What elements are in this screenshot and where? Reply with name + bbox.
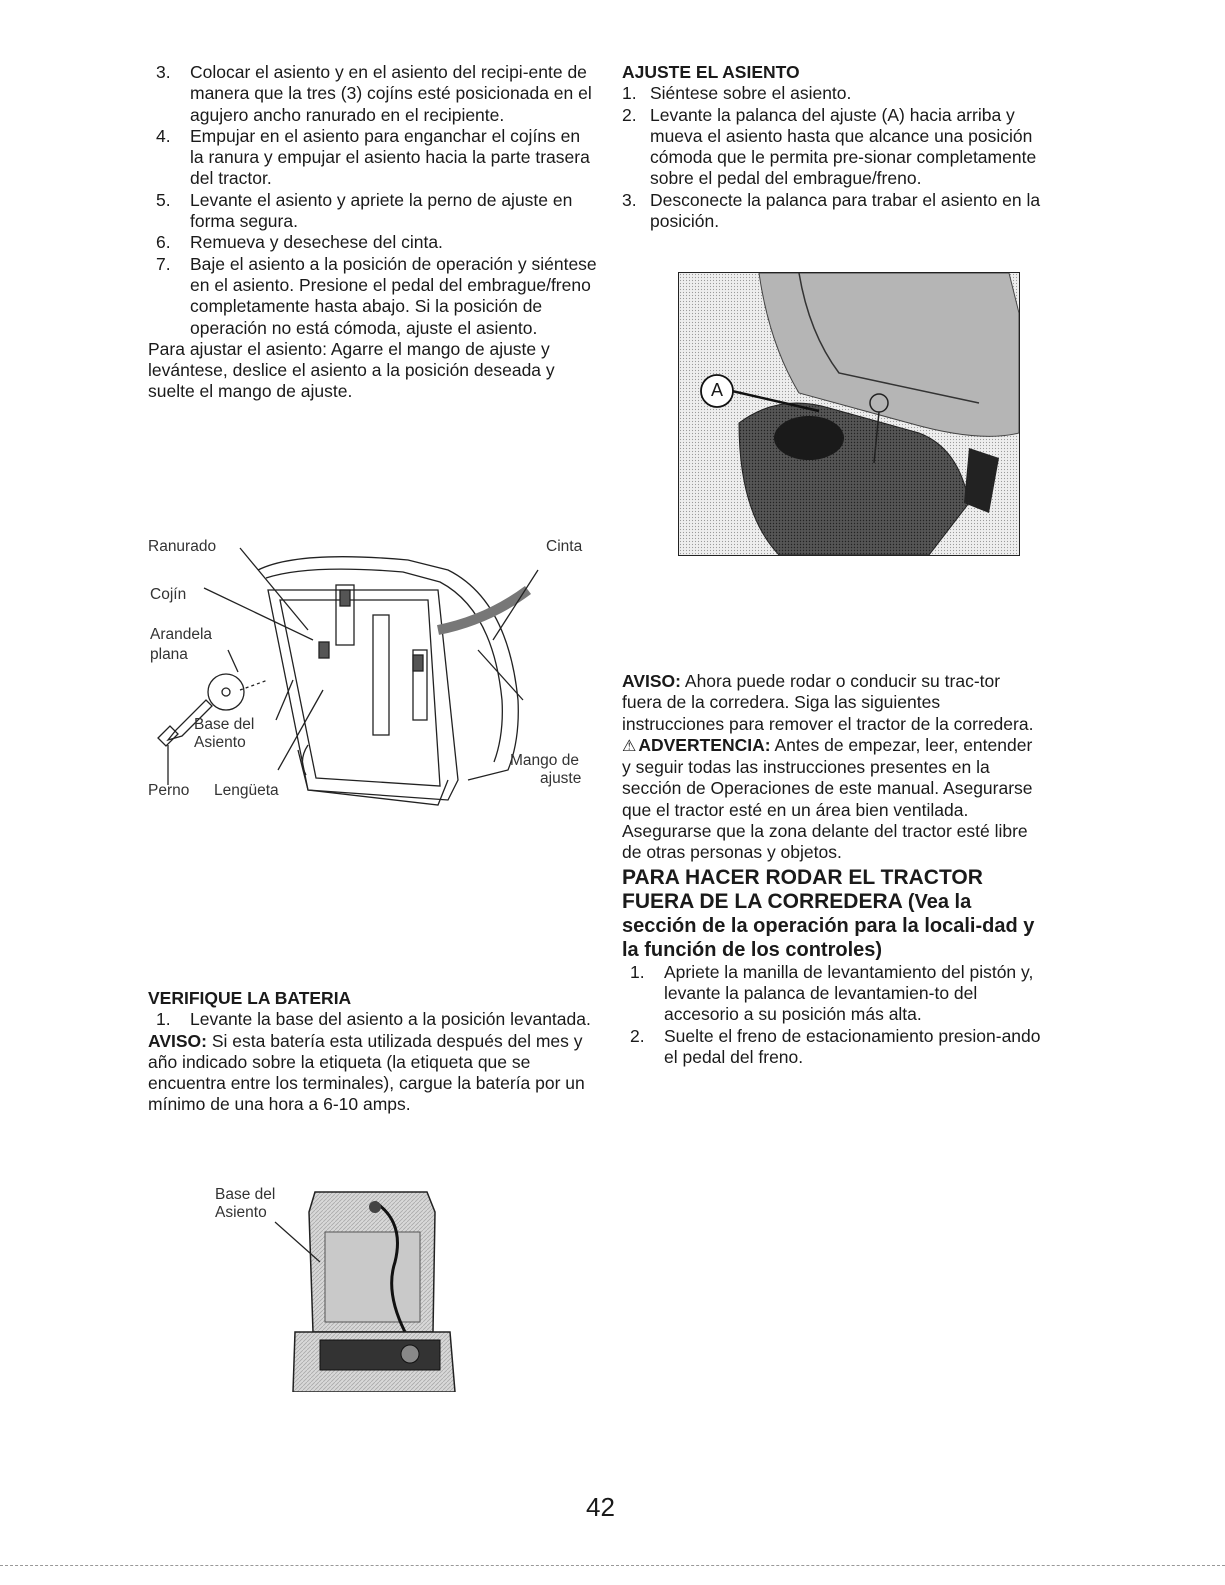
right-column-top — [622, 62, 1042, 232]
adjust-heading: AJUSTE EL ASIENTO — [622, 62, 800, 82]
list-item: 2. Levante la palanca del ajuste (A) hacia arriba y mueva el asiento hasta que alcance una posición cómoda que le permita pre-sionar completamente sobre el pedal del embrague/freno. — [622, 104, 1037, 189]
callout-a: A — [710, 380, 723, 400]
list-item: 5. Levante el asiento y apriete la perno de ajuste en forma segura. — [156, 189, 573, 232]
aviso-paragraph: AVISO: Ahora puede rodar o conducir su trac-tor fuera de la corredera. Siga las siguientes instrucciones para remover el tractor de la corredera. — [622, 671, 1034, 734]
adjust-steps — [622, 83, 1042, 232]
list-item: 1. Apriete la manilla de levantamiento del pistón y, levante la palanca de levantamien-to del accesorio a su posición más alta. — [630, 961, 1034, 1025]
label-cinta: Cinta — [546, 538, 583, 555]
list-item: 3. Colocar el asiento y en el asiento del recipi-ente de manera que la tres (3) cojíns esté posicionada en el agujero ancho ranurado en el recipiente. — [156, 62, 592, 125]
battery-steps — [148, 1009, 598, 1030]
label-asiento: Asiento — [194, 734, 246, 751]
right-column-lower — [622, 671, 1042, 1068]
label-perno: Perno — [148, 782, 190, 799]
battery-notice: AVISO: Si esta batería esta utilizada después del mes y año indicado sobre la etiqueta (la etiqueta que se encuentra entre los terminales), cargue la batería por un mínimo de una hora a 6-10 amps. — [148, 1030, 585, 1115]
label-base-del: Base del — [194, 716, 255, 733]
left-column — [148, 62, 598, 403]
warning-paragraph: ⚠ ADVERTENCIA: Antes de empezar, leer, entender y seguir todas las instrucciones presentes en la sección de Operaciones de este manual. Asegurarse que el tractor esté en un área bien ventilada. Asegurarse que la zona delante del tractor esté libre de otras personas y objetos. — [622, 734, 1033, 863]
roll-steps — [622, 962, 1042, 1068]
adjust-paragraph: Para ajustar el asiento: Agarre el mango de ajuste y levántese, deslice el asiento a la posición deseada y suelte el mango de ajuste. — [148, 338, 555, 402]
list-item: 1. Levante la base del asiento a la posición levantada. — [156, 1009, 591, 1030]
label-battery-base-del: Base del — [215, 1186, 276, 1203]
label-battery-asiento: Asiento — [215, 1204, 267, 1221]
seat-assembly-figure — [148, 530, 598, 830]
list-item: 1. Siéntese sobre el asiento. — [622, 83, 852, 104]
battery-section — [148, 988, 598, 1116]
seat-install-steps — [148, 62, 598, 339]
list-item: 6. Remueva y desechese del cinta. — [156, 232, 443, 253]
label-cojin: Cojín — [150, 586, 187, 603]
bottom-divider — [0, 1565, 1225, 1566]
battery-figure — [215, 1182, 460, 1392]
roll-heading: PARA HACER RODAR EL TRACTOR FUERA DE LA CORREDERA (Vea la sección de la operación para la locali-dad y la función de los controles) — [622, 865, 1035, 961]
label-ajuste: ajuste — [540, 770, 582, 787]
battery-heading: VERIFIQUE LA BATERIA — [148, 988, 352, 1008]
list-item: 7. Baje el asiento a la posición de operación y siéntese en el asiento. Presione el pedal del embrague/freno completamente hasta abajo. Si la posición de operación no está cómoda, ajuste el asiento. — [156, 253, 597, 338]
seat-lever-photo — [678, 272, 1020, 556]
label-arandela: Arandela — [150, 626, 213, 643]
label-plana: plana — [150, 646, 188, 663]
page-number: 42 — [586, 1492, 615, 1522]
list-item: 4. Empujar en el asiento para enganchar el cojíns en la ranura y empujar el asiento hacia la parte trasera del tractor. — [156, 125, 590, 189]
label-lengueta: Lengüeta — [214, 782, 279, 799]
warning-icon: ⚠ — [622, 737, 637, 755]
list-item: 3. Desconecte la palanca para trabar el asiento en la posición. — [622, 189, 1041, 232]
seat-lever-illustration — [679, 273, 1019, 555]
label-ranurado: Ranurado — [148, 538, 217, 555]
list-item: 2. Suelte el freno de estacionamiento presion-ando el pedal del freno. — [630, 1025, 1041, 1067]
label-mango-de: Mango de — [510, 752, 579, 769]
